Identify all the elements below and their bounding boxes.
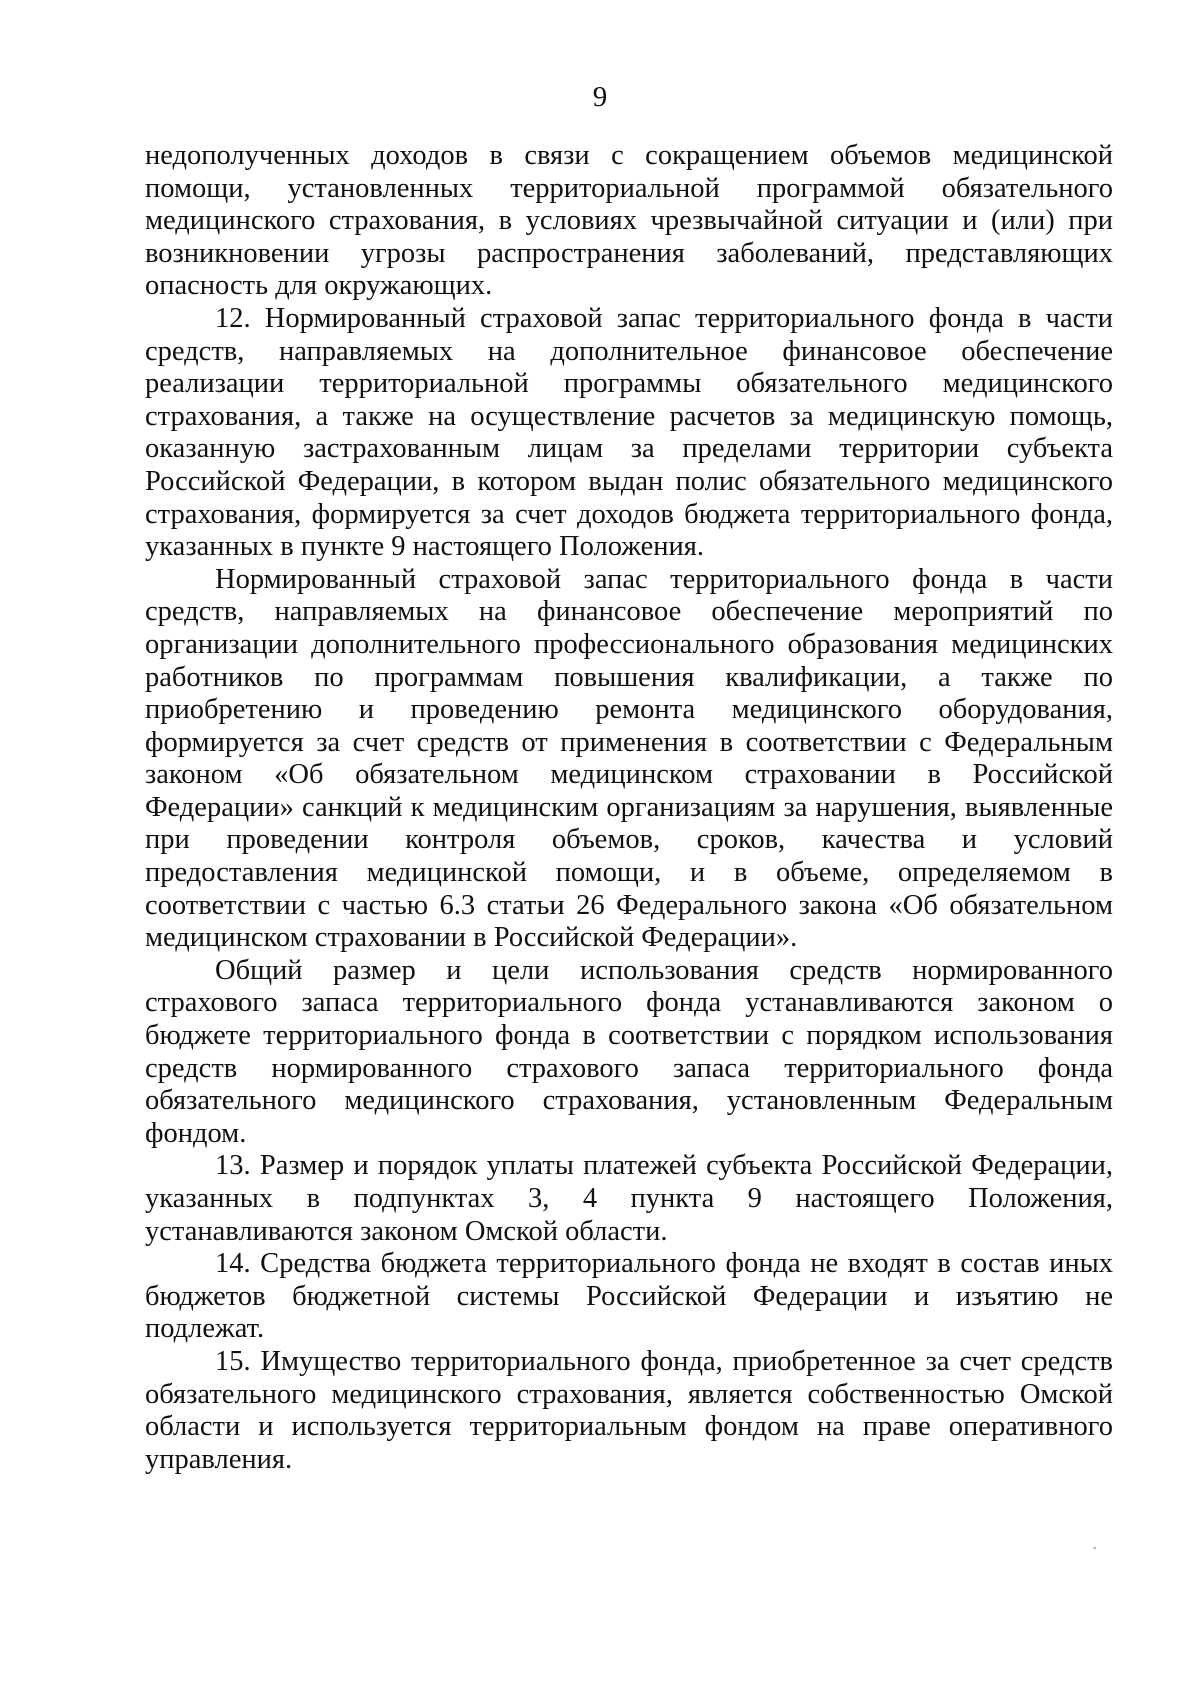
text-line: возникновении угрозы распространения заболеваний, представляющих <box>145 237 1113 269</box>
text-line: при проведении контроля объемов, сроков, качества и условий <box>145 824 1113 856</box>
text-line: Нормированный страховой запас территориального фонда в части <box>215 563 1113 595</box>
text-line: помощи, установленных территориальной программой обязательного <box>145 172 1113 204</box>
paragraph-reserve-education <box>145 564 1113 955</box>
text-line: реализации территориальной программы обязательного медицинского <box>145 368 1113 400</box>
text-line: приобретению и проведению ремонта медицинского оборудования, <box>145 694 1113 726</box>
text-line: указанных в пункте 9 настоящего Положения. <box>145 531 704 563</box>
text-line: Российской Федерации, в котором выдан полис обязательного медицинского <box>145 465 1113 497</box>
paragraph-item-12 <box>145 303 1113 564</box>
text-line: страхования, а также на осуществление расчетов за медицинскую помощь, <box>145 400 1113 432</box>
text-line: организации дополнительного профессионального образования медицинских <box>145 628 1113 660</box>
text-line: 15. Имущество территориального фонда, приобретенное за счет средств <box>215 1345 1113 1377</box>
text-line: соответствии с частью 6.3 статьи 26 Федерального закона «Об обязательном <box>145 889 1113 921</box>
text-line: фондом. <box>145 1117 247 1149</box>
text-line: недополученных доходов в связи с сокращением объемов медицинской <box>145 140 1113 171</box>
text-line: управления. <box>145 1443 293 1475</box>
text-line: области и используется территориальным фондом на праве оперативного <box>145 1411 1113 1443</box>
text-line: оказанную застрахованным лицам за пределами территории субъекта <box>145 433 1113 465</box>
text-line: обязательного медицинского страхования, является собственностью Омской <box>145 1378 1113 1410</box>
text-line: формируется за счет средств от применения в соответствии с Федеральным <box>145 726 1113 758</box>
paragraph-continuation <box>145 140 1113 303</box>
text-line: 14. Средства бюджета территориального фонда не входят в состав иных <box>215 1248 1113 1280</box>
text-line: работников по программам повышения квалификации, а также по <box>145 661 1113 693</box>
text-line: 12. Нормированный страховой запас территориального фонда в части <box>215 302 1113 334</box>
text-line: обязательного медицинского страхования, установленным Федеральным <box>145 1085 1113 1117</box>
text-line: Федерации» санкций к медицинским организациям за нарушения, выявленные <box>145 791 1113 823</box>
text-line: бюджете территориального фонда в соответствии с порядком использования <box>145 1020 1113 1052</box>
paragraph-reserve-size <box>145 955 1113 1151</box>
text-line: подлежат. <box>145 1313 265 1345</box>
paragraph-item-14 <box>145 1248 1113 1346</box>
text-line: указанных в подпунктах 3, 4 пункта 9 настоящего Положения, <box>145 1183 1113 1214</box>
text-line: 13. Размер и порядок уплаты платежей субъекта Российской Федерации, <box>215 1150 1113 1182</box>
text-line: средств нормированного страхового запаса территориального фонда <box>145 1052 1113 1084</box>
text-line: средств, направляемых на дополнительное финансовое обеспечение <box>145 335 1113 367</box>
text-line: законом «Об обязательном медицинском страховании в Российской <box>145 759 1113 791</box>
text-line: Общий размер и цели использования средств нормированного <box>215 954 1113 986</box>
text-line: средств, направляемых на финансовое обеспечение мероприятий по <box>145 596 1113 628</box>
text-line: устанавливаются законом Омской области. <box>145 1215 668 1247</box>
text-line: предоставления медицинской помощи, и в объеме, определяемом в <box>145 857 1113 889</box>
text-line: опасность для окружающих. <box>145 270 493 302</box>
text-line: страхового запаса территориального фонда устанавливаются законом о <box>145 987 1113 1019</box>
text-line: медицинском страховании в Российской Федерации». <box>145 922 798 954</box>
document-body <box>145 140 1113 1476</box>
text-line: страхования, формируется за счет доходов бюджета территориального фонда, <box>145 498 1113 530</box>
paragraph-item-15 <box>145 1346 1113 1476</box>
scan-speck <box>1093 1547 1096 1549</box>
page-number: 9 <box>592 81 608 113</box>
text-line: медицинского страхования, в условиях чрезвычайной ситуации и (или) при <box>145 205 1113 237</box>
text-line: бюджетов бюджетной системы Российской Федерации и изъятию не <box>145 1280 1113 1312</box>
paragraph-item-13 <box>145 1150 1113 1248</box>
